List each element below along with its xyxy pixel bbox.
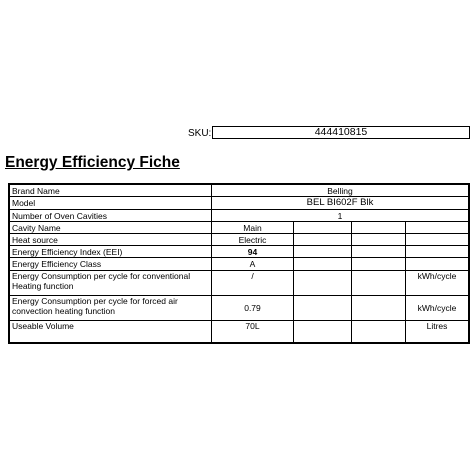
volume-cell-2 <box>294 321 352 342</box>
volume-cell-3 <box>352 321 406 342</box>
heat-source-cell-3 <box>352 234 406 245</box>
conventional-cell-2 <box>294 271 352 295</box>
volume-unit: Litres <box>426 321 448 331</box>
row-model <box>10 197 468 210</box>
conventional-label-line2: Heating function <box>12 281 74 291</box>
row-volume <box>10 321 468 342</box>
forced-air-label <box>10 296 212 320</box>
model-value: BEL BI602F Blk <box>306 197 374 208</box>
sku-label: SKU: <box>188 128 212 139</box>
heat-source-label: Heat source <box>10 234 212 245</box>
eec-value: A <box>212 258 294 270</box>
cavity-name-label: Cavity Name <box>10 222 212 233</box>
cavity-name-cell-4 <box>406 222 468 233</box>
eei-label: Energy Efficiency Index (EEI) <box>10 246 212 257</box>
conventional-unit: kWh/cycle <box>417 271 457 281</box>
forced-air-label-line2: convection heating function <box>12 306 116 316</box>
eec-cell-2 <box>294 258 352 270</box>
brand-name-value: Belling <box>327 185 353 196</box>
eec-cell-4 <box>406 258 468 270</box>
energy-fiche-table <box>8 183 470 344</box>
row-heat-source <box>10 234 468 246</box>
cavity-name-value: Main <box>212 222 294 233</box>
eei-cell-3 <box>352 246 406 257</box>
volume-label: Useable Volume <box>10 321 212 342</box>
forced-air-label-line1: Energy Consumption per cycle for forced air <box>12 296 178 306</box>
volume-value: 70L <box>212 321 294 342</box>
eei-value: 94 <box>212 246 294 257</box>
conventional-label-line1: Energy Consumption per cycle for conventional <box>12 271 191 281</box>
eei-cell-4 <box>406 246 468 257</box>
cavities-label: Number of Oven Cavities <box>10 210 212 221</box>
heat-source-cell-2 <box>294 234 352 245</box>
row-conventional <box>10 271 468 296</box>
row-eec <box>10 258 468 271</box>
page-title: Energy Efficiency Fiche <box>5 154 180 171</box>
forced-air-value: 0.79 <box>212 296 294 320</box>
brand-name-label: Brand Name <box>10 185 212 196</box>
cavity-name-cell-2 <box>294 222 352 233</box>
row-cavity-name <box>10 222 468 234</box>
heat-source-cell-4 <box>406 234 468 245</box>
conventional-label <box>10 271 212 295</box>
forced-air-unit: kWh/cycle <box>417 303 457 313</box>
cavity-name-cell-3 <box>352 222 406 233</box>
eec-label: Energy Efficiency Class <box>10 258 212 270</box>
row-cavities <box>10 210 468 222</box>
conventional-cell-3 <box>352 271 406 295</box>
eec-cell-3 <box>352 258 406 270</box>
row-eei <box>10 246 468 258</box>
sku-value: 444410815 <box>212 126 470 139</box>
heat-source-value: Electric <box>212 234 294 245</box>
conventional-value: / <box>212 271 294 295</box>
forced-air-cell-2 <box>294 296 352 320</box>
row-brand-name <box>10 185 468 197</box>
cavities-value: 1 <box>337 210 343 221</box>
row-forced-air <box>10 296 468 321</box>
eei-cell-2 <box>294 246 352 257</box>
model-label: Model <box>10 197 212 209</box>
forced-air-cell-3 <box>352 296 406 320</box>
